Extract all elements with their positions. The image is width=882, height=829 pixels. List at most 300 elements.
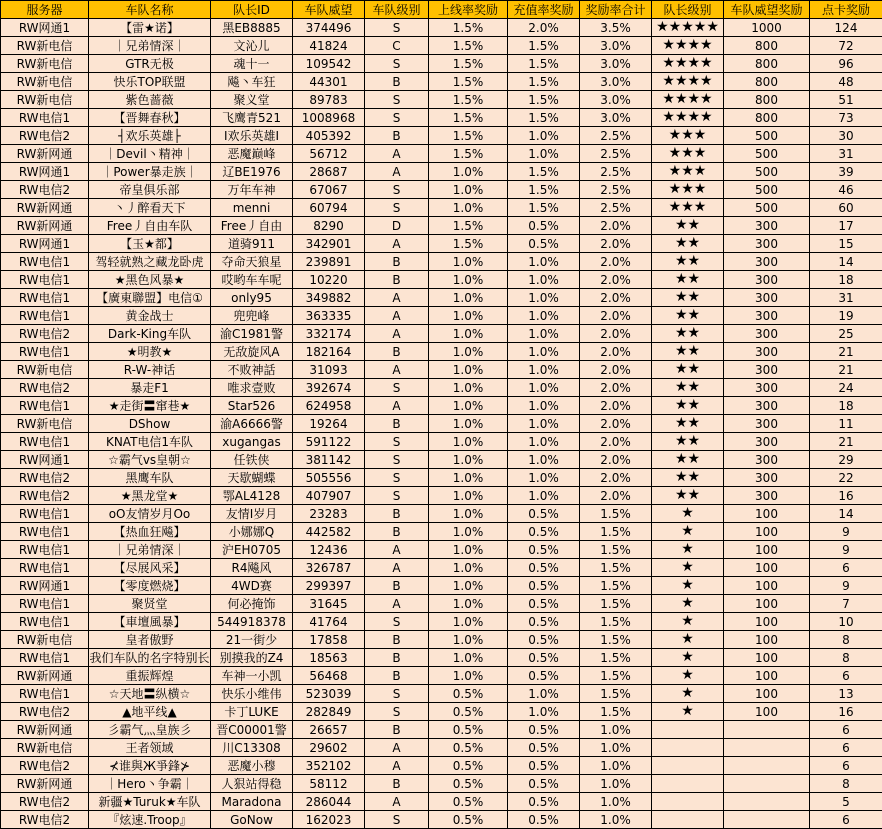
cell-point-card-reward: 96 bbox=[810, 55, 882, 73]
cell-point-card-reward: 14 bbox=[810, 505, 882, 523]
cell-captain-id: 飚丶车狂 bbox=[211, 73, 293, 91]
cell-team-level: S bbox=[365, 181, 429, 199]
cell-team-name: Dark-King车队 bbox=[89, 325, 211, 343]
cell-online-rate-bonus: 1.0% bbox=[429, 433, 508, 451]
column-header-online-rate-bonus: 上线率奖励 bbox=[429, 1, 508, 19]
cell-captain-id: 21一街少 bbox=[211, 631, 293, 649]
cell-online-rate-bonus: 0.5% bbox=[429, 739, 508, 757]
cell-team-name: 驾轻就熟之藏龙卧虎 bbox=[89, 253, 211, 271]
cell-server: RW新电信 bbox=[1, 91, 89, 109]
cell-recharge-rate-bonus: 1.0% bbox=[508, 307, 580, 325]
table-row bbox=[1, 325, 882, 343]
cell-point-card-reward: 25 bbox=[810, 325, 882, 343]
cell-team-level: B bbox=[365, 73, 429, 91]
captain-stars-rating: ★★★★ bbox=[652, 37, 724, 55]
cell-online-rate-bonus: 1.0% bbox=[429, 307, 508, 325]
cell-recharge-rate-bonus: 0.5% bbox=[508, 721, 580, 739]
cell-online-rate-bonus: 1.0% bbox=[429, 397, 508, 415]
captain-stars-rating bbox=[652, 721, 724, 739]
cell-server: RW电信1 bbox=[1, 397, 89, 415]
cell-captain-id: 不败神話 bbox=[211, 361, 293, 379]
captain-stars-rating: ★★★ bbox=[652, 181, 724, 199]
cell-recharge-rate-bonus: 1.5% bbox=[508, 163, 580, 181]
cell-point-card-reward: 60 bbox=[810, 199, 882, 217]
cell-point-card-reward: 9 bbox=[810, 541, 882, 559]
captain-stars-rating: ★★ bbox=[652, 361, 724, 379]
cell-prestige-reward: 800 bbox=[724, 109, 810, 127]
cell-team-level: B bbox=[365, 271, 429, 289]
cell-recharge-rate-bonus: 0.5% bbox=[508, 217, 580, 235]
cell-team-prestige: 56712 bbox=[293, 145, 365, 163]
cell-server: RW电信2 bbox=[1, 181, 89, 199]
cell-team-name: ★走街〓窜巷★ bbox=[89, 397, 211, 415]
cell-team-level: B bbox=[365, 577, 429, 595]
cell-team-prestige: 162023 bbox=[293, 811, 365, 829]
cell-server: RW网通1 bbox=[1, 235, 89, 253]
cell-total-bonus-rate: 2.0% bbox=[580, 469, 652, 487]
cell-point-card-reward: 16 bbox=[810, 703, 882, 721]
cell-recharge-rate-bonus: 1.0% bbox=[508, 469, 580, 487]
cell-captain-id: 哎哟车车呢 bbox=[211, 271, 293, 289]
cell-captain-id: 任铁侠 bbox=[211, 451, 293, 469]
cell-prestige-reward: 800 bbox=[724, 91, 810, 109]
cell-online-rate-bonus: 1.0% bbox=[429, 199, 508, 217]
cell-recharge-rate-bonus: 1.0% bbox=[508, 433, 580, 451]
table-row bbox=[1, 91, 882, 109]
captain-stars-rating: ★★★ bbox=[652, 199, 724, 217]
cell-recharge-rate-bonus: 1.0% bbox=[508, 325, 580, 343]
cell-prestige-reward: 300 bbox=[724, 379, 810, 397]
cell-server: RW电信1 bbox=[1, 271, 89, 289]
cell-point-card-reward: 6 bbox=[810, 757, 882, 775]
captain-stars-rating: ★ bbox=[652, 559, 724, 577]
captain-stars-rating: ★★ bbox=[652, 307, 724, 325]
table-row bbox=[1, 667, 882, 685]
cell-captain-id: Free丿自由 bbox=[211, 217, 293, 235]
cell-server: RW电信1 bbox=[1, 289, 89, 307]
cell-team-level: S bbox=[365, 55, 429, 73]
cell-online-rate-bonus: 0.5% bbox=[429, 685, 508, 703]
cell-point-card-reward: 21 bbox=[810, 361, 882, 379]
cell-team-name: 丶丿醉看天下 bbox=[89, 199, 211, 217]
cell-team-name: 聚贤堂 bbox=[89, 595, 211, 613]
cell-prestige-reward: 100 bbox=[724, 703, 810, 721]
cell-team-level: A bbox=[365, 325, 429, 343]
cell-recharge-rate-bonus: 0.5% bbox=[508, 793, 580, 811]
cell-server: RW电信1 bbox=[1, 595, 89, 613]
cell-team-level: B bbox=[365, 721, 429, 739]
cell-team-prestige: 505556 bbox=[293, 469, 365, 487]
header-row bbox=[1, 1, 882, 19]
cell-point-card-reward: 46 bbox=[810, 181, 882, 199]
cell-prestige-reward: 100 bbox=[724, 541, 810, 559]
cell-captain-id: 544918378 bbox=[211, 613, 293, 631]
cell-point-card-reward: 30 bbox=[810, 127, 882, 145]
cell-point-card-reward: 9 bbox=[810, 523, 882, 541]
table-row bbox=[1, 163, 882, 181]
cell-prestige-reward: 100 bbox=[724, 631, 810, 649]
cell-team-name: 【車壇風暴】 bbox=[89, 613, 211, 631]
cell-point-card-reward: 7 bbox=[810, 595, 882, 613]
cell-recharge-rate-bonus: 1.0% bbox=[508, 271, 580, 289]
cell-team-prestige: 349882 bbox=[293, 289, 365, 307]
cell-team-name: 【热血狂飚】 bbox=[89, 523, 211, 541]
table-row bbox=[1, 181, 882, 199]
cell-team-level: S bbox=[365, 811, 429, 829]
cell-recharge-rate-bonus: 0.5% bbox=[508, 811, 580, 829]
column-header-total-bonus-rate: 奖励率合计 bbox=[580, 1, 652, 19]
cell-online-rate-bonus: 1.0% bbox=[429, 577, 508, 595]
cell-online-rate-bonus: 0.5% bbox=[429, 721, 508, 739]
table-row bbox=[1, 127, 882, 145]
cell-prestige-reward: 300 bbox=[724, 397, 810, 415]
cell-team-level: S bbox=[365, 613, 429, 631]
cell-total-bonus-rate: 1.5% bbox=[580, 523, 652, 541]
cell-online-rate-bonus: 1.5% bbox=[429, 55, 508, 73]
cell-team-prestige: 67067 bbox=[293, 181, 365, 199]
cell-prestige-reward: 300 bbox=[724, 253, 810, 271]
cell-online-rate-bonus: 1.0% bbox=[429, 451, 508, 469]
cell-total-bonus-rate: 2.0% bbox=[580, 379, 652, 397]
cell-point-card-reward: 14 bbox=[810, 253, 882, 271]
cell-recharge-rate-bonus: 1.0% bbox=[508, 361, 580, 379]
table-row bbox=[1, 235, 882, 253]
cell-recharge-rate-bonus: 1.0% bbox=[508, 379, 580, 397]
cell-prestige-reward: 300 bbox=[724, 235, 810, 253]
captain-stars-rating: ★ bbox=[652, 541, 724, 559]
cell-recharge-rate-bonus: 1.5% bbox=[508, 55, 580, 73]
captain-stars-rating: ★ bbox=[652, 631, 724, 649]
cell-team-prestige: 18563 bbox=[293, 649, 365, 667]
cell-team-prestige: 58112 bbox=[293, 775, 365, 793]
cell-online-rate-bonus: 1.5% bbox=[429, 73, 508, 91]
cell-team-name: 【零度燃烧】 bbox=[89, 577, 211, 595]
cell-point-card-reward: 124 bbox=[810, 19, 882, 37]
cell-team-level: A bbox=[365, 361, 429, 379]
cell-team-name: ☆霸气vs皇朝☆ bbox=[89, 451, 211, 469]
cell-team-name: 重振辉煌 bbox=[89, 667, 211, 685]
cell-total-bonus-rate: 1.0% bbox=[580, 775, 652, 793]
captain-stars-rating: ★★ bbox=[652, 469, 724, 487]
cell-online-rate-bonus: 0.5% bbox=[429, 811, 508, 829]
table-row bbox=[1, 649, 882, 667]
captain-stars-rating: ★★★★ bbox=[652, 55, 724, 73]
cell-captain-id: 渝A6666警 bbox=[211, 415, 293, 433]
cell-team-level: B bbox=[365, 343, 429, 361]
cell-recharge-rate-bonus: 0.5% bbox=[508, 667, 580, 685]
cell-team-level: S bbox=[365, 379, 429, 397]
cell-team-level: A bbox=[365, 559, 429, 577]
cell-team-level: A bbox=[365, 397, 429, 415]
cell-team-name: 【晋舞春秋】 bbox=[89, 109, 211, 127]
cell-team-prestige: 56468 bbox=[293, 667, 365, 685]
cell-total-bonus-rate: 1.5% bbox=[580, 559, 652, 577]
cell-team-level: B bbox=[365, 631, 429, 649]
cell-team-name: ┤欢乐英雄├ bbox=[89, 127, 211, 145]
cell-total-bonus-rate: 3.0% bbox=[580, 37, 652, 55]
table-row bbox=[1, 109, 882, 127]
cell-team-level: S bbox=[365, 451, 429, 469]
cell-prestige-reward: 1000 bbox=[724, 19, 810, 37]
cell-online-rate-bonus: 1.5% bbox=[429, 19, 508, 37]
column-header-captain-id: 队长ID bbox=[211, 1, 293, 19]
cell-team-level: S bbox=[365, 91, 429, 109]
cell-total-bonus-rate: 2.0% bbox=[580, 253, 652, 271]
cell-server: RW新网通 bbox=[1, 145, 89, 163]
cell-recharge-rate-bonus: 1.0% bbox=[508, 289, 580, 307]
cell-total-bonus-rate: 2.5% bbox=[580, 145, 652, 163]
table-row bbox=[1, 703, 882, 721]
cell-team-name: R-W-神话 bbox=[89, 361, 211, 379]
cell-point-card-reward: 18 bbox=[810, 397, 882, 415]
cell-captain-id: 车神一小凯 bbox=[211, 667, 293, 685]
cell-server: RW电信2 bbox=[1, 487, 89, 505]
cell-captain-id: Star526 bbox=[211, 397, 293, 415]
cell-recharge-rate-bonus: 0.5% bbox=[508, 235, 580, 253]
cell-recharge-rate-bonus: 0.5% bbox=[508, 739, 580, 757]
cell-team-prestige: 282849 bbox=[293, 703, 365, 721]
captain-stars-rating: ★ bbox=[652, 523, 724, 541]
cell-online-rate-bonus: 1.0% bbox=[429, 631, 508, 649]
cell-point-card-reward: 10 bbox=[810, 613, 882, 631]
table-row bbox=[1, 289, 882, 307]
cell-team-name: KNAT电信1车队 bbox=[89, 433, 211, 451]
cell-total-bonus-rate: 3.0% bbox=[580, 109, 652, 127]
cell-recharge-rate-bonus: 1.5% bbox=[508, 109, 580, 127]
cell-prestige-reward: 100 bbox=[724, 505, 810, 523]
cell-total-bonus-rate: 1.5% bbox=[580, 595, 652, 613]
cell-server: RW电信2 bbox=[1, 757, 89, 775]
cell-server: RW电信1 bbox=[1, 343, 89, 361]
table-row bbox=[1, 415, 882, 433]
cell-total-bonus-rate: 3.0% bbox=[580, 55, 652, 73]
cell-captain-id: menni bbox=[211, 199, 293, 217]
captain-stars-rating: ★★ bbox=[652, 487, 724, 505]
cell-point-card-reward: 8 bbox=[810, 631, 882, 649]
cell-team-prestige: 17858 bbox=[293, 631, 365, 649]
cell-online-rate-bonus: 0.5% bbox=[429, 703, 508, 721]
cell-team-name: ⊀谁與Ж爭鋒⊁ bbox=[89, 757, 211, 775]
cell-total-bonus-rate: 2.0% bbox=[580, 217, 652, 235]
cell-point-card-reward: 31 bbox=[810, 289, 882, 307]
cell-prestige-reward: 100 bbox=[724, 613, 810, 631]
table-row bbox=[1, 811, 882, 829]
cell-total-bonus-rate: 3.0% bbox=[580, 73, 652, 91]
cell-team-level: B bbox=[365, 775, 429, 793]
cell-online-rate-bonus: 1.0% bbox=[429, 505, 508, 523]
cell-captain-id: 黑EB8885 bbox=[211, 19, 293, 37]
cell-team-prestige: 442582 bbox=[293, 523, 365, 541]
table-row bbox=[1, 505, 882, 523]
table-row bbox=[1, 541, 882, 559]
cell-recharge-rate-bonus: 0.5% bbox=[508, 757, 580, 775]
cell-point-card-reward: 9 bbox=[810, 577, 882, 595]
cell-total-bonus-rate: 1.0% bbox=[580, 721, 652, 739]
cell-prestige-reward: 300 bbox=[724, 487, 810, 505]
cell-point-card-reward: 6 bbox=[810, 667, 882, 685]
column-header-team-name: 车队名称 bbox=[89, 1, 211, 19]
table-row bbox=[1, 487, 882, 505]
cell-total-bonus-rate: 1.0% bbox=[580, 793, 652, 811]
captain-stars-rating: ★ bbox=[652, 667, 724, 685]
cell-prestige-reward: 500 bbox=[724, 163, 810, 181]
cell-online-rate-bonus: 1.0% bbox=[429, 343, 508, 361]
cell-total-bonus-rate: 1.0% bbox=[580, 739, 652, 757]
captain-stars-rating: ★★ bbox=[652, 433, 724, 451]
cell-total-bonus-rate: 2.5% bbox=[580, 127, 652, 145]
cell-team-name: 快乐TOP联盟 bbox=[89, 73, 211, 91]
cell-point-card-reward: 73 bbox=[810, 109, 882, 127]
cell-server: RW电信1 bbox=[1, 433, 89, 451]
table-row bbox=[1, 307, 882, 325]
cell-server: RW新网通 bbox=[1, 199, 89, 217]
cell-team-prestige: 29602 bbox=[293, 739, 365, 757]
cell-team-name: ｜Devil丶精神｜ bbox=[89, 145, 211, 163]
column-header-server: 服务器 bbox=[1, 1, 89, 19]
cell-team-name: ☆天地〓纵横☆ bbox=[89, 685, 211, 703]
table-row bbox=[1, 469, 882, 487]
cell-server: RW电信1 bbox=[1, 541, 89, 559]
cell-online-rate-bonus: 1.5% bbox=[429, 91, 508, 109]
cell-prestige-reward: 300 bbox=[724, 325, 810, 343]
cell-recharge-rate-bonus: 2.0% bbox=[508, 19, 580, 37]
table-row bbox=[1, 199, 882, 217]
cell-prestige-reward: 800 bbox=[724, 73, 810, 91]
cell-team-prestige: 19264 bbox=[293, 415, 365, 433]
cell-online-rate-bonus: 1.5% bbox=[429, 109, 508, 127]
cell-recharge-rate-bonus: 1.5% bbox=[508, 91, 580, 109]
table-row bbox=[1, 451, 882, 469]
cell-prestige-reward: 500 bbox=[724, 199, 810, 217]
cell-team-name: ｜Hero丶争霸｜ bbox=[89, 775, 211, 793]
cell-team-prestige: 239891 bbox=[293, 253, 365, 271]
cell-captain-id: 晋C00001警 bbox=[211, 721, 293, 739]
cell-recharge-rate-bonus: 1.5% bbox=[508, 181, 580, 199]
cell-online-rate-bonus: 1.0% bbox=[429, 289, 508, 307]
cell-team-prestige: 374496 bbox=[293, 19, 365, 37]
captain-stars-rating bbox=[652, 775, 724, 793]
captain-stars-rating: ★★ bbox=[652, 415, 724, 433]
cell-online-rate-bonus: 1.0% bbox=[429, 667, 508, 685]
cell-team-level: A bbox=[365, 145, 429, 163]
captain-stars-rating: ★★ bbox=[652, 253, 724, 271]
cell-team-prestige: 109542 bbox=[293, 55, 365, 73]
cell-captain-id: 沪EH0705 bbox=[211, 541, 293, 559]
cell-team-prestige: 342901 bbox=[293, 235, 365, 253]
cell-captain-id: 卡丁LUKE bbox=[211, 703, 293, 721]
cell-online-rate-bonus: 1.0% bbox=[429, 361, 508, 379]
cell-point-card-reward: 21 bbox=[810, 433, 882, 451]
cell-online-rate-bonus: 1.0% bbox=[429, 415, 508, 433]
cell-server: RW电信2 bbox=[1, 379, 89, 397]
cell-total-bonus-rate: 1.5% bbox=[580, 703, 652, 721]
cell-total-bonus-rate: 2.0% bbox=[580, 451, 652, 469]
cell-team-name: ★明教★ bbox=[89, 343, 211, 361]
cell-prestige-reward: 500 bbox=[724, 127, 810, 145]
cell-team-name: 紫色蔷薇 bbox=[89, 91, 211, 109]
table-row bbox=[1, 739, 882, 757]
cell-team-level: A bbox=[365, 541, 429, 559]
cell-captain-id: 川C13308 bbox=[211, 739, 293, 757]
captain-stars-rating: ★★★★ bbox=[652, 91, 724, 109]
cell-recharge-rate-bonus: 0.5% bbox=[508, 577, 580, 595]
cell-team-level: S bbox=[365, 685, 429, 703]
cell-team-level: B bbox=[365, 649, 429, 667]
cell-server: RW网通1 bbox=[1, 577, 89, 595]
cell-team-prestige: 1008968 bbox=[293, 109, 365, 127]
cell-team-name: 我们车队的名字特别长 bbox=[89, 649, 211, 667]
cell-team-name: DShow bbox=[89, 415, 211, 433]
cell-online-rate-bonus: 1.0% bbox=[429, 181, 508, 199]
cell-point-card-reward: 31 bbox=[810, 145, 882, 163]
cell-recharge-rate-bonus: 0.5% bbox=[508, 541, 580, 559]
captain-stars-rating: ★★ bbox=[652, 343, 724, 361]
cell-prestige-reward: 300 bbox=[724, 415, 810, 433]
cell-recharge-rate-bonus: 0.5% bbox=[508, 631, 580, 649]
table-row bbox=[1, 595, 882, 613]
cell-team-prestige: 28687 bbox=[293, 163, 365, 181]
cell-point-card-reward: 6 bbox=[810, 559, 882, 577]
captain-stars-rating: ★★ bbox=[652, 235, 724, 253]
cell-captain-id: 道骑911 bbox=[211, 235, 293, 253]
cell-recharge-rate-bonus: 0.5% bbox=[508, 559, 580, 577]
cell-captain-id: 小娜娜Q bbox=[211, 523, 293, 541]
table-row bbox=[1, 775, 882, 793]
cell-point-card-reward: 8 bbox=[810, 649, 882, 667]
cell-team-name: ｜兄弟情深｜ bbox=[89, 37, 211, 55]
cell-point-card-reward: 39 bbox=[810, 163, 882, 181]
cell-server: RW新电信 bbox=[1, 37, 89, 55]
table-row bbox=[1, 379, 882, 397]
cell-total-bonus-rate: 2.0% bbox=[580, 325, 652, 343]
cell-total-bonus-rate: 2.0% bbox=[580, 307, 652, 325]
column-header-captain-stars: 队长级别 bbox=[652, 1, 724, 19]
captain-stars-rating: ★★ bbox=[652, 379, 724, 397]
cell-team-prestige: 41824 bbox=[293, 37, 365, 55]
table-row bbox=[1, 19, 882, 37]
cell-total-bonus-rate: 2.5% bbox=[580, 199, 652, 217]
cell-team-level: B bbox=[365, 127, 429, 145]
cell-team-level: D bbox=[365, 217, 429, 235]
cell-online-rate-bonus: 0.5% bbox=[429, 793, 508, 811]
cell-captain-id: 万年车神 bbox=[211, 181, 293, 199]
table-row bbox=[1, 145, 882, 163]
cell-prestige-reward bbox=[724, 811, 810, 829]
cell-prestige-reward: 100 bbox=[724, 595, 810, 613]
cell-recharge-rate-bonus: 1.0% bbox=[508, 685, 580, 703]
cell-prestige-reward: 300 bbox=[724, 343, 810, 361]
cell-team-level: S bbox=[365, 19, 429, 37]
cell-captain-id: 飞鹰青521 bbox=[211, 109, 293, 127]
captain-stars-rating: ★★ bbox=[652, 397, 724, 415]
cell-server: RW网通1 bbox=[1, 19, 89, 37]
cell-captain-id: 何必掩饰 bbox=[211, 595, 293, 613]
cell-total-bonus-rate: 2.5% bbox=[580, 181, 652, 199]
cell-point-card-reward: 18 bbox=[810, 271, 882, 289]
cell-point-card-reward: 48 bbox=[810, 73, 882, 91]
cell-total-bonus-rate: 2.0% bbox=[580, 289, 652, 307]
cell-online-rate-bonus: 0.5% bbox=[429, 757, 508, 775]
cell-team-level: A bbox=[365, 289, 429, 307]
cell-team-level: A bbox=[365, 595, 429, 613]
cell-server: RW电信1 bbox=[1, 613, 89, 631]
cell-prestige-reward bbox=[724, 739, 810, 757]
cell-captain-id: 友情I岁月 bbox=[211, 505, 293, 523]
cell-point-card-reward: 16 bbox=[810, 487, 882, 505]
cell-recharge-rate-bonus: 1.0% bbox=[508, 451, 580, 469]
cell-team-name: ｜Power暴走族｜ bbox=[89, 163, 211, 181]
cell-team-name: 【尽展风采】 bbox=[89, 559, 211, 577]
